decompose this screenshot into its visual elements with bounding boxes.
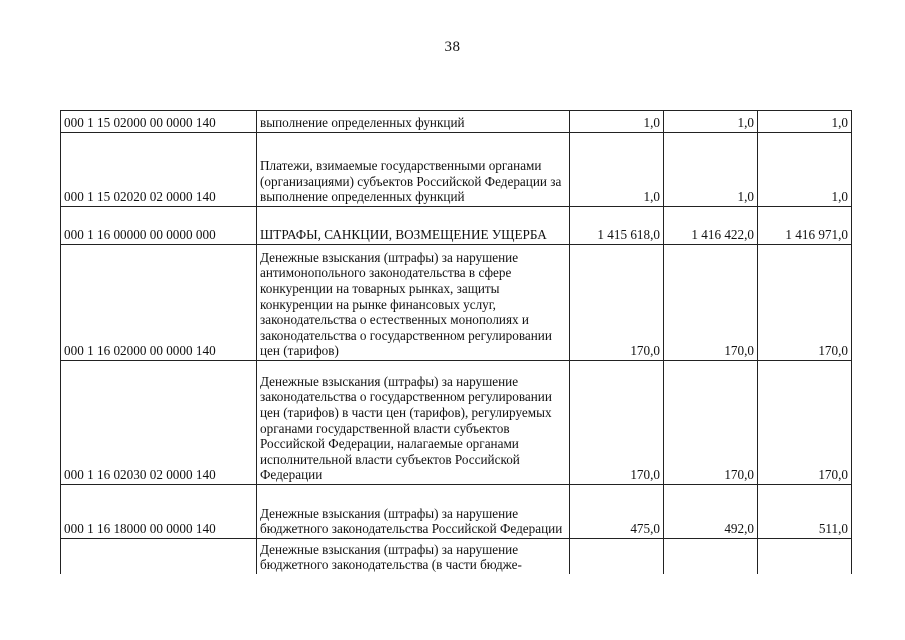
amount-year-1: 1 415 618,0 [570,207,664,245]
amount-year-1: 1,0 [570,133,664,207]
amount-year-1: 170,0 [570,245,664,361]
amount-year-2: 170,0 [664,245,758,361]
table-row [61,207,852,245]
item-description: Денежные взыскания (штрафы) за нарушение законодательства о государственном регулировании цен (тарифов) в части цен (тарифов), регулируемых органами государственной власти субъектов Российской Федерации, налагаемые органами исполнительной власти субъектов Российской Федерации [257,361,570,485]
amount-year-2: 1 416 422,0 [664,207,758,245]
amount-year-2: 1,0 [664,111,758,133]
classification-code: 000 1 16 00000 00 0000 000 [61,207,257,245]
table-row [61,111,852,133]
amount-year-3: 1,0 [758,133,852,207]
amount-year-1: 1,0 [570,111,664,133]
amount-year-2 [664,539,758,575]
amount-year-2: 1,0 [664,133,758,207]
amount-year-3: 511,0 [758,485,852,539]
item-description: Платежи, взимаемые государственными органами (организациями) субъектов Российской Федерации за выполнение определенных функций [257,133,570,207]
table-row [61,485,852,539]
classification-code: 000 1 15 02000 00 0000 140 [61,111,257,133]
amount-year-3: 170,0 [758,361,852,485]
item-description: Денежные взыскания (штрафы) за нарушение бюджетного законодательства (в части бюдже- [257,539,570,575]
table-row [61,361,852,485]
amount-year-2: 170,0 [664,361,758,485]
amount-year-3: 1 416 971,0 [758,207,852,245]
amount-year-3 [758,539,852,575]
classification-code: 000 1 16 02000 00 0000 140 [61,245,257,361]
amount-year-1: 475,0 [570,485,664,539]
page-number: 38 [444,39,461,55]
table-row [61,539,852,575]
classification-code: 000 1 15 02020 02 0000 140 [61,133,257,207]
budget-table [60,110,852,574]
amount-year-3: 1,0 [758,111,852,133]
item-description: Денежные взыскания (штрафы) за нарушение бюджетного законодательства Российской Федерации [257,485,570,539]
table-row [61,133,852,207]
table-row [61,245,852,361]
classification-code [61,539,257,575]
amount-year-2: 492,0 [664,485,758,539]
amount-year-1: 170,0 [570,361,664,485]
amount-year-1 [570,539,664,575]
item-description: ШТРАФЫ, САНКЦИИ, ВОЗМЕЩЕНИЕ УЩЕРБА [257,207,570,245]
amount-year-3: 170,0 [758,245,852,361]
item-description: выполнение определенных функций [257,111,570,133]
classification-code: 000 1 16 18000 00 0000 140 [61,485,257,539]
item-description: Денежные взыскания (штрафы) за нарушение антимонопольного законодательства в сфере конкуренции на товарных рынках, защиты конкуренции на рынке финансовых услуг, законодательства о естественных монополиях и законодательства о государственном регулировании цен (тарифов) [257,245,570,361]
classification-code: 000 1 16 02030 02 0000 140 [61,361,257,485]
